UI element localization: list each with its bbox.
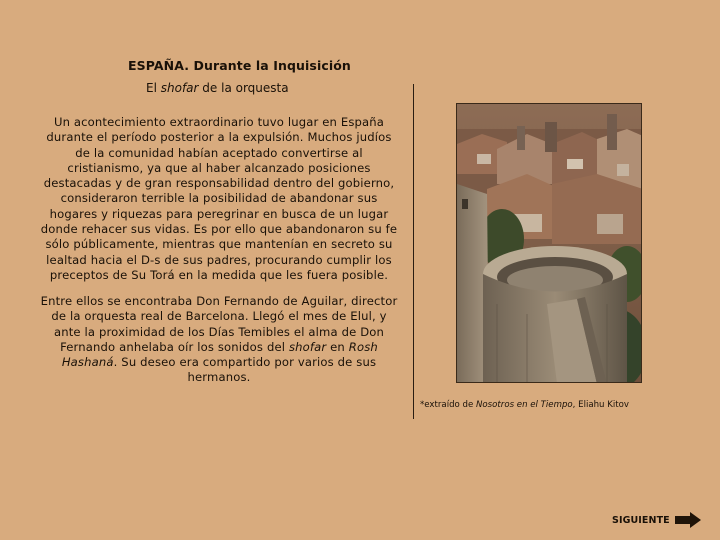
caption-author: , Eliahu Kitov xyxy=(572,400,629,410)
paragraph-2-italic-shofar: shofar xyxy=(288,339,327,354)
right-arrow-icon[interactable] xyxy=(675,512,701,528)
subtitle-suffix: de la orquesta xyxy=(202,81,289,95)
caption-prefix: *extraído de xyxy=(420,400,474,410)
paragraph-2-text-b: en xyxy=(330,339,345,354)
vertical-divider xyxy=(413,84,414,419)
paragraph-2-italic-rosh: Rosh Hashaná xyxy=(61,339,378,370)
slide-title: ESPAÑA. Durante la Inquisición xyxy=(128,58,351,73)
next-button[interactable] xyxy=(612,511,701,529)
subtitle-prefix: El xyxy=(146,81,157,95)
next-label: SIGUIENTE xyxy=(612,514,670,526)
paragraph-1: Un acontecimiento extraordinario tuvo lugar en España durante el período posterior a la expulsión. Muchos judíos de la comunidad habían aceptado convertirse al cristianismo, ya que al haber alcanzado posiciones destacadas y de gran responsabilidad dentro del gobierno, consideraron terrible la posibilidad de abandonar sus hogares y riquezas para peregrinar en busca de un lugar donde rehacer sus vidas. Es por ello que abandonaron su fe sólo públicamente, mientras que mantenían en secreto su lealtad hacia el D-s de sus padres, procurando cumplir los preceptos de Su Torá en la medida que les fuera posible. xyxy=(40,115,398,282)
subtitle-italic: shofar xyxy=(160,81,199,95)
photo-caption xyxy=(420,400,629,410)
paragraph-2-text-c: . Su deseo era compartido por varios de sus hermanos. xyxy=(113,355,377,385)
photo-medieval-city-tower xyxy=(456,103,642,383)
caption-book-title: Nosotros en el Tiempo xyxy=(476,400,573,410)
paragraph-2-text-a: Entre ellos se encontraba Don Fernando de Aguilar, director de la orquesta real de Barcelona. Llegó el mes de Elul, y ante la proximidad de los Días Temibles el alma de Don Fernando anhelaba oír los sonidos del xyxy=(40,294,398,354)
paragraph-2 xyxy=(40,294,398,386)
slide-subtitle xyxy=(146,81,289,95)
